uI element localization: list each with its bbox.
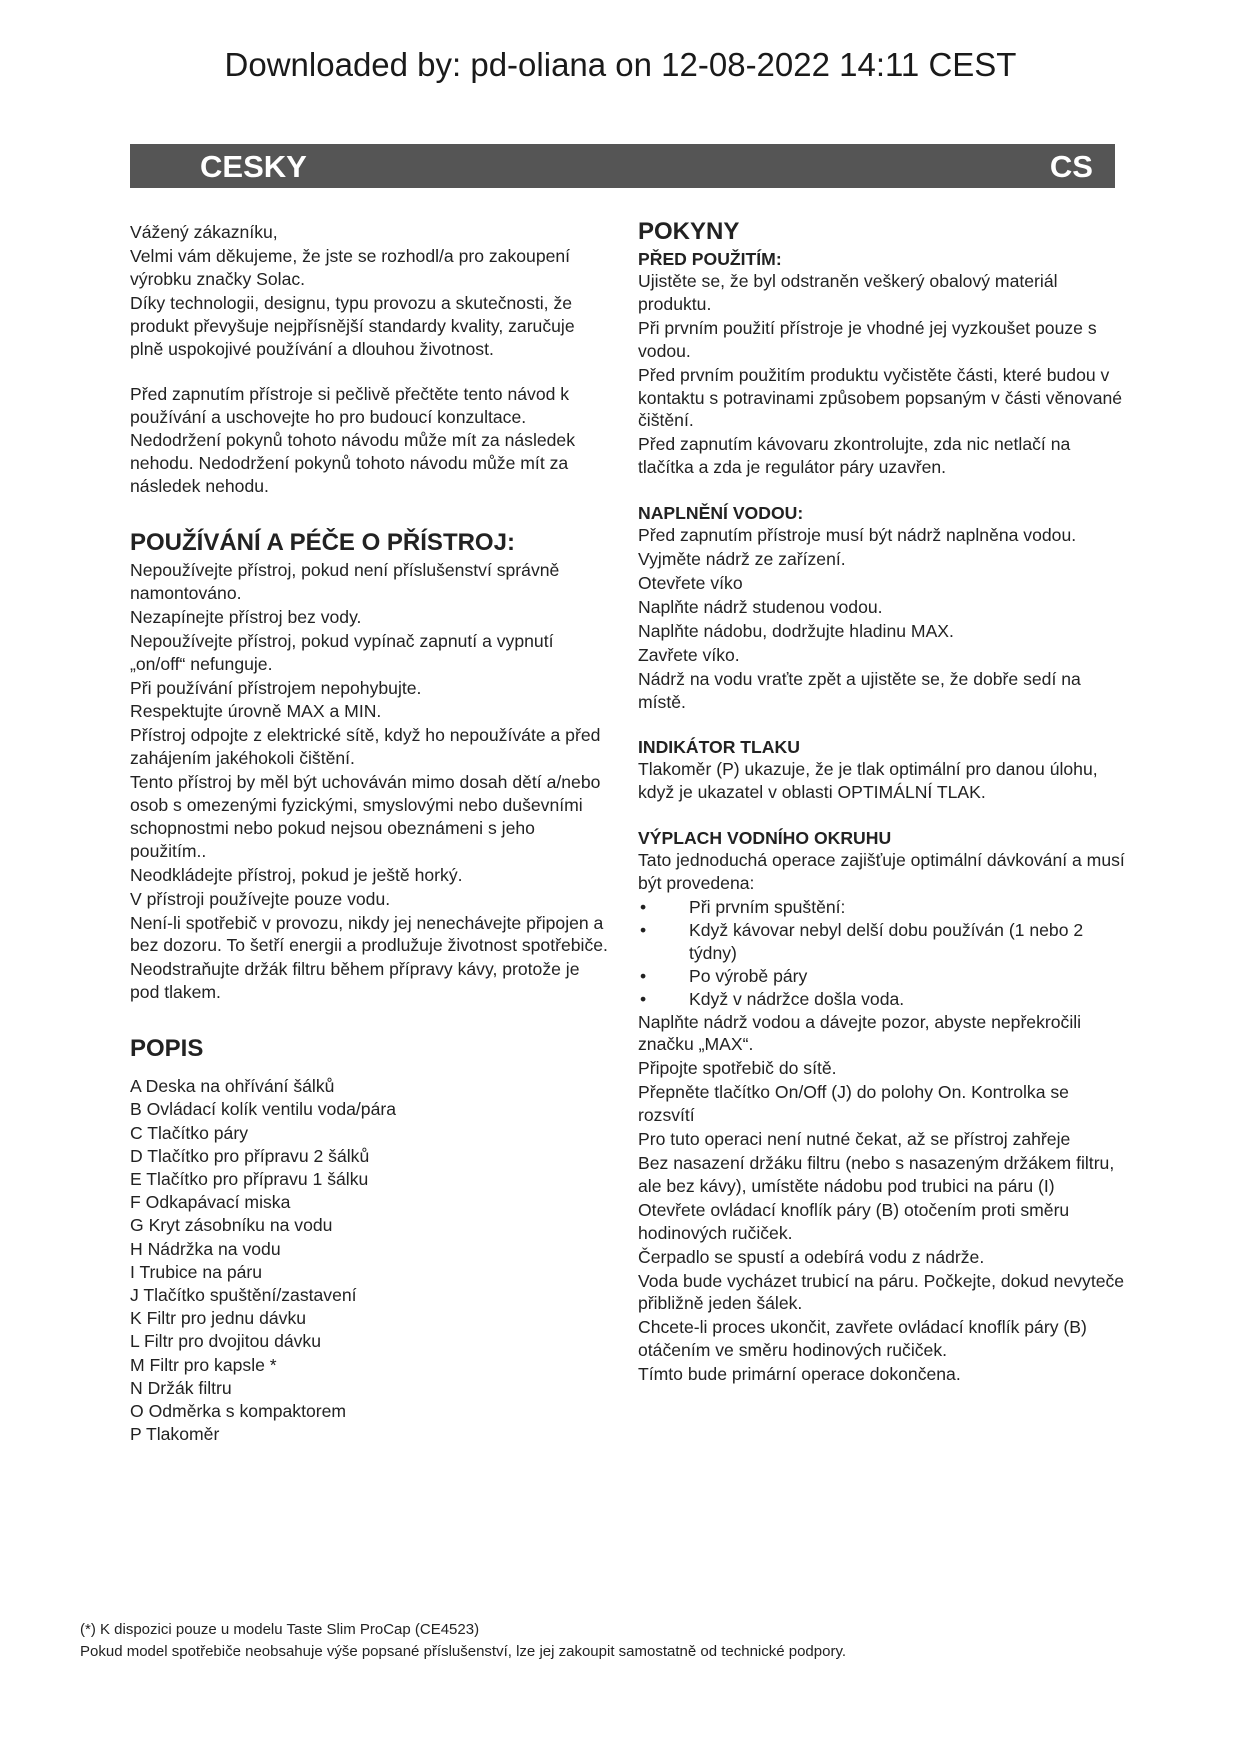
- flush-step: Otevřete ovládací knoflík páry (B) otočením proti směru hodinových ručiček.: [638, 1199, 1070, 1243]
- before-use-title: PŘED POUŽITÍM:: [638, 249, 782, 269]
- care-item: V přístroji používejte pouze vodu.: [130, 888, 391, 909]
- care-item: Nepoužívejte přístroj, pokud není příslušenství správně namontováno.: [130, 559, 560, 603]
- flush-step: Připojte spotřebič do sítě.: [638, 1058, 837, 1079]
- part-item: P Tlakoměr: [130, 1424, 220, 1445]
- flush-circuit-title: VÝPLACH VODNÍHO OKRUHU: [638, 828, 892, 849]
- water-fill-item: Zavřete víko.: [638, 644, 740, 665]
- part-item: L Filtr pro dvojitou dávku: [130, 1331, 322, 1352]
- care-item: Není-li spotřebič v provozu, nikdy jej nenechávejte připojen a bez dozoru. To šetří energii a prodlužuje životnost spotřebiče.: [130, 912, 608, 956]
- water-fill-item: Naplňte nádobu, dodržujte hladinu MAX.: [638, 620, 954, 641]
- water-fill-title: NAPLNĚNÍ VODOU:: [638, 503, 804, 524]
- flush-step: Bez nasazení držáku filtru (nebo s nasazeným držákem filtru, ale bez kávy), umístěte nádobu pod trubici na páru (I): [638, 1153, 1115, 1196]
- language-title: CESKY: [200, 149, 307, 184]
- flush-bullet: • Po výrobě páry: [638, 965, 1128, 988]
- part-item: C Tlačítko páry: [130, 1122, 248, 1143]
- flush-step: Tímto bude primární operace dokončena.: [638, 1364, 961, 1385]
- part-item: E Tlačítko pro přípravu 1 šálku: [130, 1169, 369, 1189]
- download-notice: Downloaded by: pd-oliana on 12-08-2022 14:11 CEST: [224, 46, 1017, 83]
- footnote: (*) K dispozici pouze u modelu Taste Slim ProCap (CE4523): [80, 1621, 480, 1638]
- before-use-item: Při prvním použití přístroje je vhodné jej vyzkoušet pouze s vodou.: [638, 317, 1097, 361]
- care-item: Nezapínejte přístroj bez vody.: [130, 606, 362, 627]
- water-fill-item: Nádrž na vodu vraťte zpět a ujistěte se, že dobře sedí na místě.: [638, 668, 1081, 712]
- part-item: N Držák filtru: [130, 1377, 232, 1398]
- part-item: G Kryt zásobníku na vodu: [130, 1215, 333, 1236]
- part-item: J Tlačítko spuštění/zastavení: [130, 1285, 357, 1306]
- care-item: Tento přístroj by měl být uchováván mimo dosah dětí a/nebo osob s omezenými fyzickými, smyslovými nebo duševními schopnostmi nebo pokud nejsou obeznámeni s jeho použitím..: [130, 772, 601, 861]
- part-item: K Filtr pro jednu dávku: [130, 1308, 307, 1329]
- pressure-indicator-text: Tlakoměr (P) ukazuje, že je tlak optimální pro danou úlohu, když je ukazatel v oblasti OPTIMÁLNÍ TLAK.: [638, 759, 1098, 803]
- care-item: Respektujte úrovně MAX a MIN.: [130, 701, 382, 722]
- flush-step: Pro tuto operaci není nutné čekat, až se přístroj zahřeje: [638, 1129, 1071, 1150]
- care-item: Neodkládejte přístroj, pokud je ještě horký.: [130, 864, 463, 885]
- care-item: Při používání přístrojem nepohybujte.: [130, 677, 422, 698]
- part-item: F Odkapávací miska: [130, 1192, 291, 1213]
- flush-step: Čerpadlo se spustí a odebírá vodu z nádrže.: [638, 1246, 985, 1267]
- accessories-note: Pokud model spotřebiče neobsahuje výše popsané příslušenství, lze jej zakoupit samostatně od technické podpory.: [80, 1643, 847, 1660]
- water-fill-item: Naplňte nádrž studenou vodou.: [638, 596, 883, 617]
- intro-paragraph: Díky technologii, designu, typu provozu a skutečnosti, že produkt převyšuje nejpřísnější standardy kvality, zaručuje plně uspokojivé používání a dlouhou životnost.: [130, 292, 575, 359]
- flush-bullet-list: [638, 896, 1128, 1011]
- language-header-band: [130, 144, 1115, 188]
- flush-step: Naplňte nádrž vodou a dávejte pozor, abyste nepřekročili značku „MAX“.: [638, 1011, 1082, 1055]
- water-fill-item: Vyjměte nádrž ze zařízení.: [638, 549, 846, 570]
- flush-bullet: • Když v nádržce došla voda.: [638, 988, 1128, 1011]
- flush-step: Voda bude vycházet trubicí na páru. Počkejte, dokud nevyteče přibližně jeden šálek.: [638, 1270, 1125, 1314]
- warning-paragraph: Před zapnutím přístroje si pečlivě přečtěte tento návod k používání a uschovejte ho pro budoucí konzultace. Nedodržení pokynů tohoto návodu může mít za následek nehodu. Nedodržení pokynů tohoto návodu může mít za následek nehodu.: [130, 384, 576, 497]
- description-section-title: POPIS: [130, 1035, 204, 1063]
- pressure-indicator-title: INDIKÁTOR TLAKU: [638, 737, 800, 758]
- care-section-title: POUŽÍVÁNÍ A PÉČE O PŘÍSTROJ:: [130, 528, 515, 556]
- water-fill-item: Otevřete víko: [638, 572, 743, 593]
- part-item: B Ovládací kolík ventilu voda/pára: [130, 1099, 397, 1120]
- flush-step: Přepněte tlačítko On/Off (J) do polohy On. Kontrolka se rozsvítí: [638, 1082, 1069, 1126]
- part-item: M Filtr pro kapsle *: [130, 1354, 277, 1375]
- language-code: CS: [1049, 149, 1093, 184]
- part-item: D Tlačítko pro přípravu 2 šálků: [130, 1145, 370, 1166]
- intro-paragraph: Velmi vám děkujeme, že jste se rozhodl/a pro zakoupení výrobku značky Solac.: [130, 245, 571, 289]
- before-use-item: Před zapnutím kávovaru zkontrolujte, zda nic netlačí na tlačítka a zda je regulátor páry uzavřen.: [638, 434, 1071, 478]
- part-item: H Nádržka na vodu: [130, 1238, 281, 1259]
- care-item: Nepoužívejte přístroj, pokud vypínač zapnutí a vypnutí „on/off“ nefunguje.: [130, 630, 554, 674]
- care-item: Přístroj odpojte z elektrické sítě, když ho nepoužíváte a před zahájením jakéhokoli čištění.: [130, 725, 601, 769]
- flush-step: Chcete-li proces ukončit, zavřete ovládací knoflík páry (B) otáčením ve směru hodinových ručiček.: [638, 1317, 1087, 1361]
- flush-bullet: • Když kávovar nebyl delší dobu používán (1 nebo 2 týdny): [638, 919, 1128, 965]
- footer: [80, 1619, 1180, 1663]
- before-use-item: Před prvním použitím produktu vyčistěte části, které budou v kontaktu s potravinami způsobem popsaným v části věnované čištění.: [638, 364, 1123, 431]
- care-item: Neodstraňujte držák filtru během přípravy kávy, protože je pod tlakem.: [130, 959, 580, 1003]
- water-fill-item: Před zapnutím přístroje musí být nádrž naplněna vodou.: [638, 525, 1077, 546]
- parts-list: [130, 1075, 610, 1446]
- right-column: [638, 218, 1128, 1387]
- flush-bullet: • Při prvním spuštění:: [638, 896, 1128, 919]
- flush-intro: Tato jednoduchá operace zajišťuje optimální dávkování a musí být provedena:: [638, 850, 1125, 894]
- before-use-item: Ujistěte se, že byl odstraněn veškerý obalový materiál produktu.: [638, 271, 1058, 314]
- greeting: Vážený zákazníku,: [130, 222, 278, 242]
- part-item: O Odměrka s kompaktorem: [130, 1401, 347, 1422]
- instructions-title: POKYNY: [638, 218, 740, 245]
- part-item: I Trubice na páru: [130, 1261, 263, 1282]
- left-column: [130, 221, 610, 1446]
- part-item: A Deska na ohřívání šálků: [130, 1076, 335, 1097]
